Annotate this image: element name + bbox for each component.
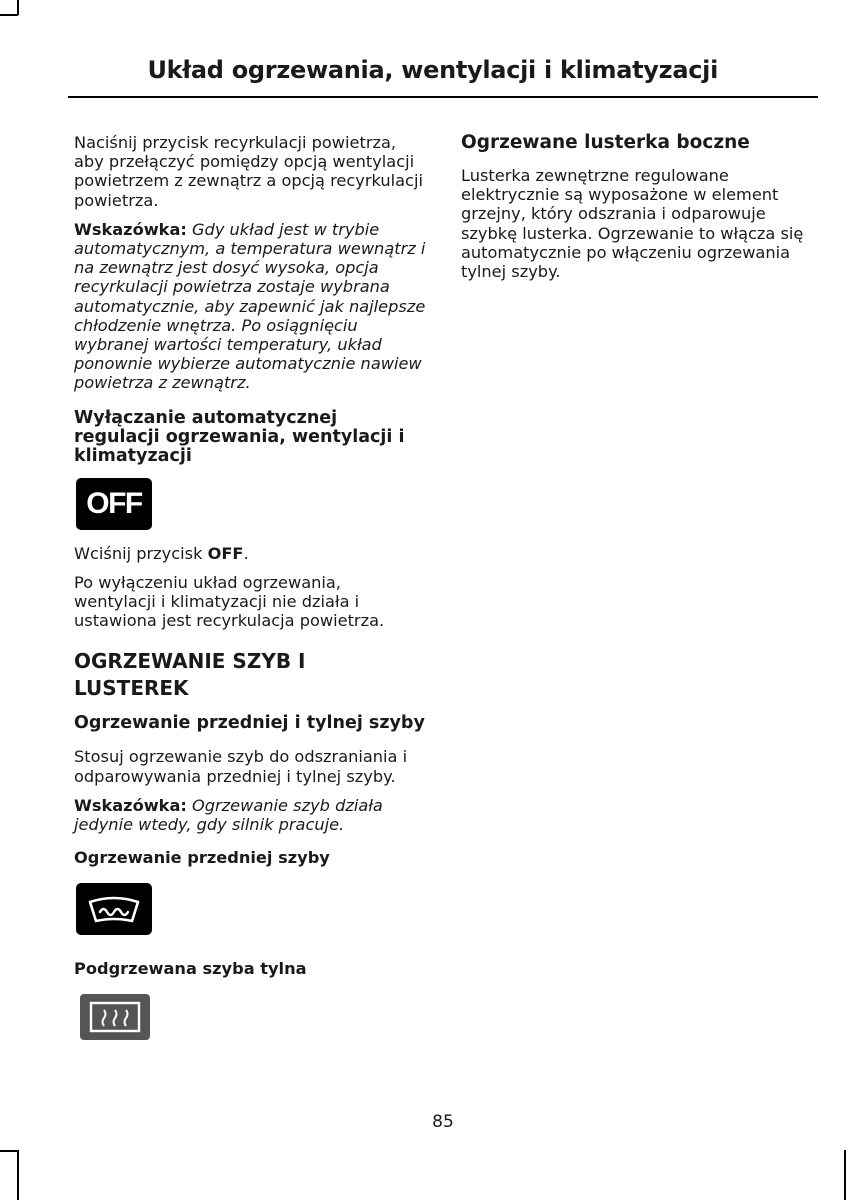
heading-front-defrost: Ogrzewanie przedniej szyby [74,848,330,868]
heading-windows: Ogrzewanie przedniej i tylnej szyby [74,713,425,734]
page-title: Układ ogrzewania, wentylacji i klimatyzacji [147,56,718,84]
page-number: 85 [432,1112,454,1132]
mirrors-paragraph: Lusterka zewnętrzne regulowane elektrycznie są wyposażone w element grzejny, który odszrania i odparowuje szybkę lusterka. Ogrzewanie to włącza się automatycznie po włączeniu ogrzewania tylnej szyby. [461,166,804,282]
rear-window-defrost-icon [80,994,150,1040]
recirculation-paragraph: Naciśnij przycisk recyrkulacji powietrza, aby przełączyć pomiędzy opcją wentylacji powietrzem z zewnątrz a opcją recyrkulacji powietrza. [74,133,423,210]
heading-rear-defrost: Podgrzewana szyba tylna [74,959,307,979]
off-icon-label: OFF [86,486,142,520]
left-column [74,133,426,1040]
heading-mirrors: Ogrzewane lusterka boczne [461,132,750,153]
press-suffix: . [243,543,249,563]
section-title: OGRZEWANIE SZYB I LUSTEREK [74,649,306,701]
crop-mark [0,14,18,16]
press-prefix: Wciśnij przycisk [74,543,208,563]
windows-paragraph: Stosuj ogrzewanie szyb do odszraniania i odparowywania przedniej i tylnej szyby. [74,747,408,786]
right-column [461,133,816,291]
note-label: Wskazówka: [74,219,187,239]
heading-off: Wyłączanie automatycznej regulacji ogrzewania, wentylacji i klimatyzacji [74,407,405,466]
windscreen-defrost-icon [76,883,152,935]
crop-mark [844,1150,846,1200]
page-header [68,56,818,84]
off-button-icon [76,478,152,530]
crop-mark [17,0,19,15]
press-button-label: OFF [207,543,244,563]
note-paragraph [74,220,426,393]
header-rule [68,96,818,98]
after-off-paragraph: Po wyłączeniu układ ogrzewania, wentylacji i klimatyzacji nie działa i ustawiona jest recyrkulacja powietrza. [74,572,385,631]
note-text: Gdy układ jest w trybie automatycznym, a temperatura wewnątrz i na zewnątrz jest dosyć wysoka, opcja recyrkulacji powietrza zostaje wybrana automatycznie, aby zapewnić jak najlepsze chłodzenie wnętrza. Po osiągnięciu wybranej wartości temperatury, układ ponownie wybierze automatycznie nawiew powietrza z zewnątrz. [74,219,426,393]
crop-mark [17,1150,19,1200]
crop-mark [0,1150,18,1152]
note-label-2: Wskazówka: [74,795,187,815]
note-paragraph-2 [74,796,426,834]
note-text-2: Ogrzewanie szyb działa jedynie wtedy, gdy silnik pracuje. [74,795,383,835]
press-off-paragraph [74,544,426,563]
